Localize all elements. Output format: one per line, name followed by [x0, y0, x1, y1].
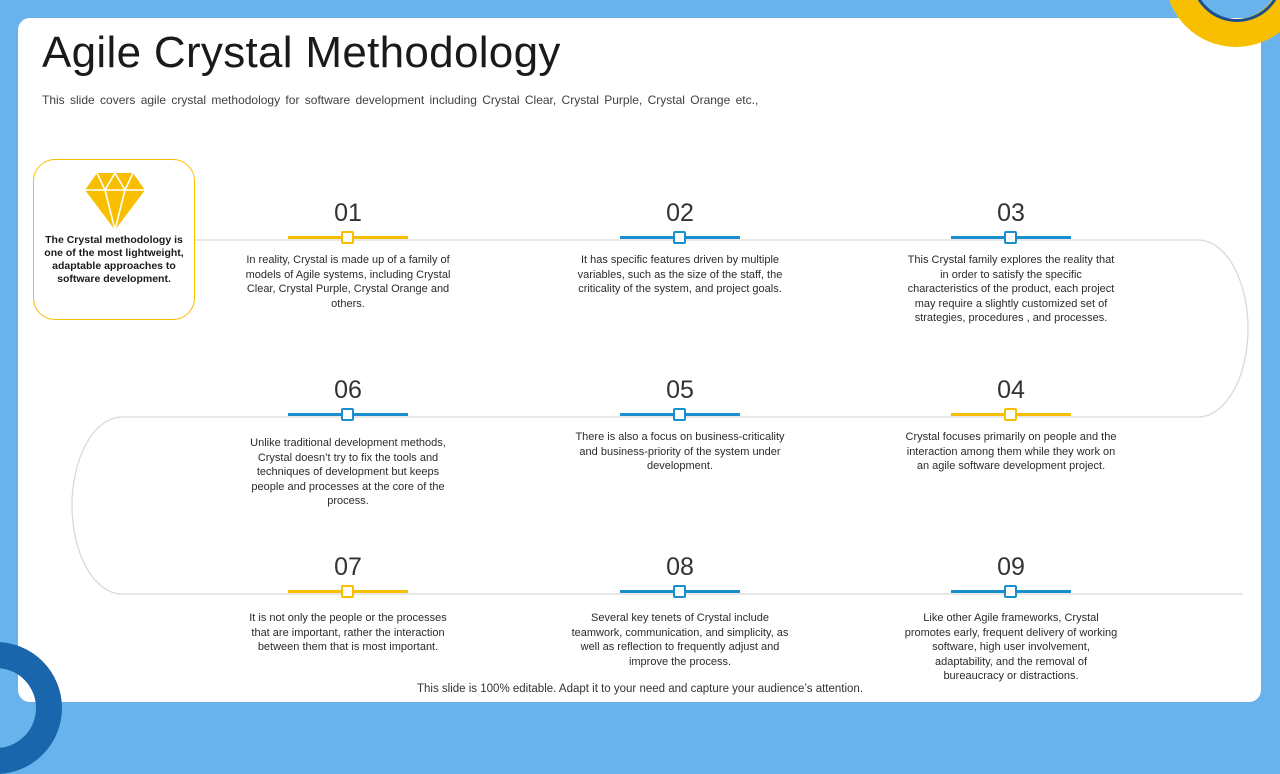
- step-02: [560, 199, 800, 297]
- step-description: There is also a focus on business-criticality and business-priority of the system under development.: [575, 431, 785, 472]
- footer-note: This slide is 100% editable. Adapt it to your need and capture your audience’s attention.: [416, 683, 864, 695]
- step-05: [560, 376, 800, 474]
- step-marker-dot: [341, 231, 354, 244]
- step-marker-line: [620, 236, 740, 239]
- step-marker-line: [620, 413, 740, 416]
- step-marker-line: [288, 590, 408, 593]
- step-marker-line: [620, 590, 740, 593]
- step-number: 06: [334, 376, 362, 404]
- step-description: It is not only the people or the processes that are important, rather the interaction between them that is most important.: [249, 612, 447, 653]
- page-subtitle: This slide covers agile crystal methodology for software development including Crystal Clear, Crystal Purple, Crystal Orange etc.,: [42, 93, 759, 107]
- step-description: Unlike traditional development methods, Crystal doesn’t try to fix the tools and techniques of development but keeps people and processes at the core of the process.: [250, 437, 446, 507]
- step-marker-line: [951, 590, 1071, 593]
- step-marker-dot: [673, 231, 686, 244]
- step-number: 04: [997, 376, 1025, 404]
- step-marker-dot: [1004, 231, 1017, 244]
- step-number: 02: [666, 199, 694, 227]
- step-number: 01: [334, 199, 362, 227]
- step-number: 05: [666, 376, 694, 404]
- step-description: In reality, Crystal is made up of a family of models of Agile systems, including Crystal Clear, Crystal Purple, Crystal Orange and others.: [245, 254, 451, 310]
- intro-text: The Crystal methodology is one of the most lightweight, adaptable approaches to software development.: [44, 234, 184, 285]
- step-number: 08: [666, 553, 694, 581]
- step-06: [228, 376, 468, 509]
- step-description: Like other Agile frameworks, Crystal promotes early, frequent delivery of working software, high user involvement, adaptability, and the removal of bureaucracy or distractions.: [904, 612, 1118, 682]
- step-description: It has specific features driven by multiple variables, such as the size of the staff, the criticality of the system, and project goals.: [577, 254, 783, 295]
- page-title: Agile Crystal Methodology: [42, 28, 561, 77]
- step-number: 07: [334, 553, 362, 581]
- step-marker-dot: [1004, 585, 1017, 598]
- step-04: [891, 376, 1131, 474]
- step-description: Several key tenets of Crystal include teamwork, communication, and simplicity, as well as reflection to frequently adjust and improve the process.: [571, 612, 789, 668]
- step-description: Crystal focuses primarily on people and the interaction among them while they work on an agile software development project.: [905, 431, 1117, 472]
- diamond-icon: [85, 172, 145, 230]
- step-marker-line: [288, 236, 408, 239]
- step-marker-line: [951, 413, 1071, 416]
- step-description: This Crystal family explores the reality that in order to satisfy the specific characteristics of the product, each project may require a slightly customized set of strategies, procedures , and processes.: [907, 254, 1115, 324]
- step-marker-dot: [341, 585, 354, 598]
- step-09: [891, 553, 1131, 684]
- step-01: [228, 199, 468, 311]
- step-marker-dot: [673, 408, 686, 421]
- step-marker-dot: [341, 408, 354, 421]
- step-number: 09: [997, 553, 1025, 581]
- intro-box: [33, 159, 195, 320]
- step-number: 03: [997, 199, 1025, 227]
- step-marker-line: [951, 236, 1071, 239]
- step-08: [560, 553, 800, 669]
- step-03: [891, 199, 1131, 326]
- step-marker-dot: [1004, 408, 1017, 421]
- step-marker-dot: [673, 585, 686, 598]
- step-marker-line: [288, 413, 408, 416]
- step-07: [228, 553, 468, 655]
